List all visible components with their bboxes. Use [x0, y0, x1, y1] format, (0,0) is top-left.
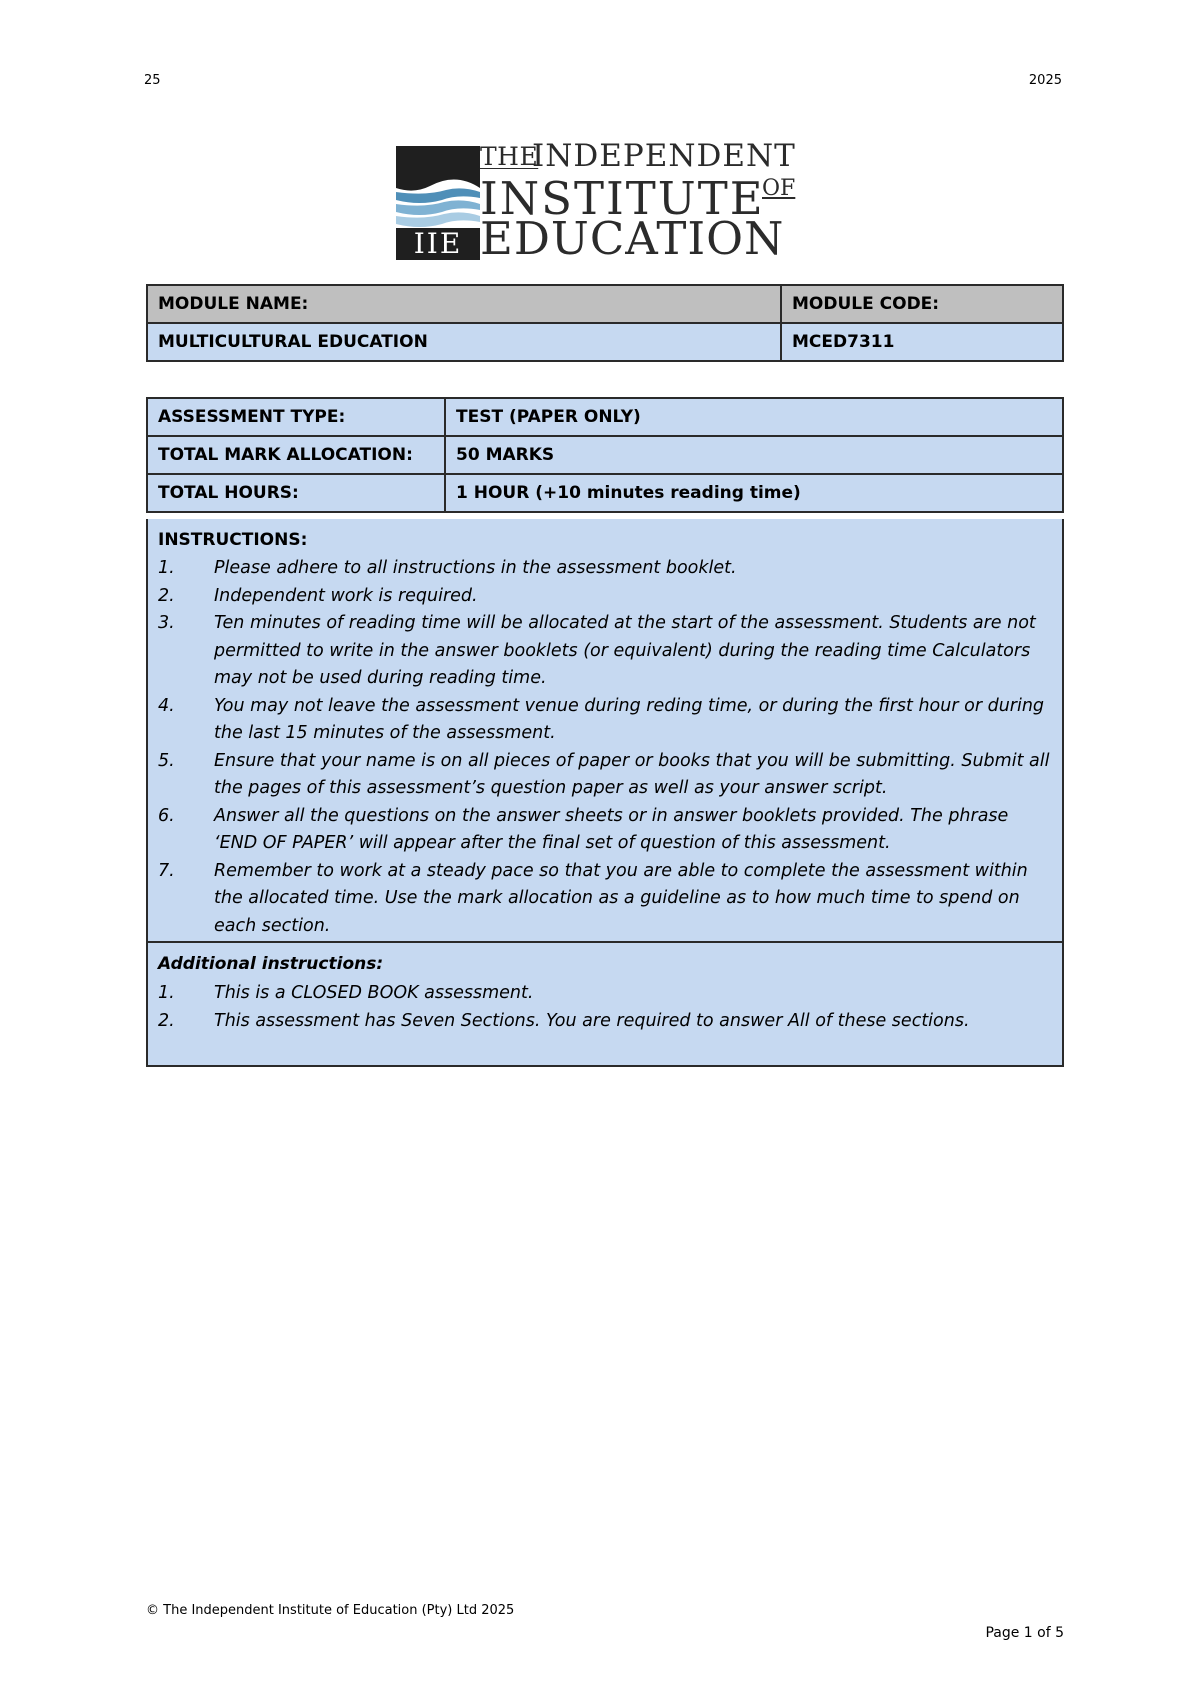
logo-the: THE	[480, 142, 539, 171]
list-item-text: You may not leave the assessment venue during reding time, or during the first hour or during the last 15 minutes of the assessment.	[214, 695, 1045, 743]
list-item-text: Please adhere to all instructions in the assessment booklet.	[214, 558, 737, 578]
list-item	[158, 610, 1052, 693]
page-number: Page 1 of 5	[985, 1625, 1064, 1641]
module-table	[146, 284, 1064, 362]
instructions-list	[158, 555, 1052, 940]
module-name-value: MULTICULTURAL EDUCATION	[147, 323, 781, 361]
instructions-box	[146, 519, 1064, 1067]
additional-instructions-list	[158, 980, 1052, 1035]
list-item-text: Ten minutes of reading time will be allocated at the start of the assessment. Students are not permitted to write in the answer booklets (or equivalent) during the reading time Calculators may not be used during reading time.	[214, 613, 1036, 688]
list-item	[158, 693, 1052, 748]
list-item-number: 2.	[158, 585, 175, 606]
logo-iie-mark: IIE	[413, 227, 463, 260]
list-item-text: Ensure that your name is on all pieces of paper or books that you will be submitting. Submit all the pages of this assessment’s question paper as well as your answer script.	[214, 750, 1050, 798]
header-left: 25	[144, 73, 161, 88]
list-item-text: Independent work is required.	[214, 585, 478, 606]
total-mark-value: 50 MARKS	[445, 436, 1063, 474]
list-item-number: 6.	[158, 805, 175, 826]
list-item-text: Remember to work at a steady pace so that you are able to complete the assessment within the allocated time. Use the mark allocation as a guideline as to how much time to spend on each section.	[214, 860, 1028, 936]
list-item-text: Answer all the questions on the answer sheets or in answer booklets provided. The phrase ‘END OF PAPER’ will appear after the final set of question of this assessment.	[214, 805, 1009, 853]
table-row	[147, 398, 1063, 436]
instructions-section	[148, 519, 1062, 943]
module-code-label: MODULE CODE:	[781, 285, 1063, 323]
list-item-number: 1.	[158, 983, 175, 1003]
list-item-number: 5.	[158, 750, 175, 771]
instructions-heading: INSTRUCTIONS:	[158, 530, 308, 550]
list-item	[158, 980, 1052, 1008]
footer-copyright: © The Independent Institute of Education (Pty) Ltd 2025	[146, 1603, 515, 1618]
additional-instructions-heading: Additional instructions:	[158, 954, 384, 974]
total-hours-value: 1 HOUR (+10 minutes reading time)	[445, 474, 1063, 512]
list-item	[158, 858, 1052, 941]
logo-institute: INSTITUTE	[480, 172, 765, 225]
iie-logo	[396, 138, 810, 265]
table-row	[147, 436, 1063, 474]
total-mark-label: TOTAL MARK ALLOCATION:	[147, 436, 445, 474]
list-item-number: 7.	[158, 860, 175, 881]
header-right: 2025	[1028, 73, 1062, 88]
list-item-text: This is a CLOSED BOOK assessment.	[214, 983, 534, 1003]
list-item	[158, 583, 1052, 611]
list-item-number: 3.	[158, 613, 175, 633]
list-item-number: 1.	[158, 558, 175, 578]
logo-of: OF	[762, 176, 796, 201]
table-row	[147, 474, 1063, 512]
logo-independent: INDEPENDENT	[532, 138, 796, 174]
logo-education: EDUCATION	[480, 212, 785, 265]
assessment-type-label: ASSESSMENT TYPE:	[147, 398, 445, 436]
module-code-value: MCED7311	[781, 323, 1063, 361]
list-item	[158, 555, 1052, 583]
assessment-type-value: TEST (PAPER ONLY)	[445, 398, 1063, 436]
module-table-header-row	[147, 285, 1063, 323]
list-item-number: 4.	[158, 695, 175, 716]
assessment-table	[146, 397, 1064, 513]
list-item	[158, 748, 1052, 803]
list-item-text: This assessment has Seven Sections. You are required to answer All of these sections.	[214, 1010, 970, 1031]
module-table-value-row	[147, 323, 1063, 361]
module-name-label: MODULE NAME:	[147, 285, 781, 323]
list-item	[158, 1008, 1052, 1036]
list-item-number: 2.	[158, 1010, 175, 1031]
list-item	[158, 803, 1052, 858]
total-hours-label: TOTAL HOURS:	[147, 474, 445, 512]
